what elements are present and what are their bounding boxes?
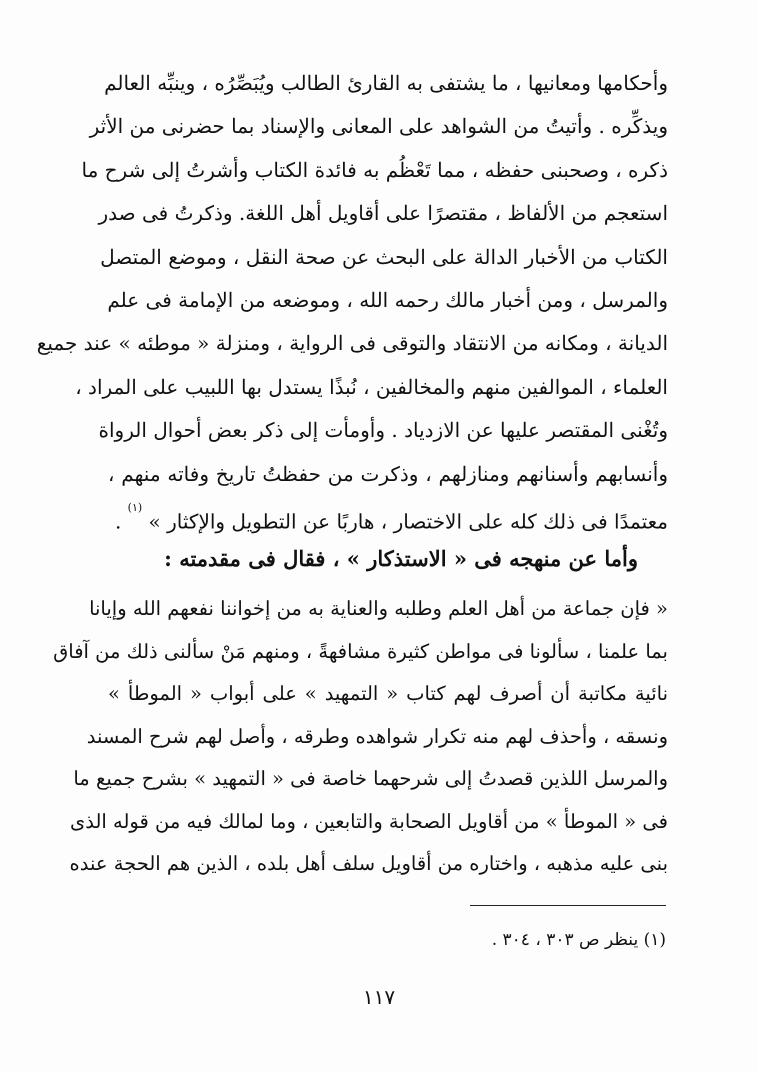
body-paragraph-2 — [53, 588, 668, 886]
body-line: استعجم من الألفاظ ، مقتصرًا على أقاويل أهل اللغة. وذكرتُ فى صدر — [98, 201, 668, 226]
body-line: ونسقه ، وأحذف لهم منه تكرار شواهده وطرقه ، وأصل لهم شرح المسند — [86, 724, 668, 748]
body-line: وتُغْنى المقتصر عليها عن الازدياد . وأومأت إلى ذكر بعض أحوال الرواة — [98, 418, 668, 443]
footnote-reference-marker[interactable]: (١) — [127, 500, 143, 514]
body-line-last — [108, 496, 668, 539]
body-line-text: معتمدًا فى ذلك كله على الاختصار ، هاربًا عن التطويل والإكثار » — [148, 509, 668, 534]
section-heading: وأما عن منهجه فى « الاستذكار » ، فقال فى مقدمته : — [164, 546, 638, 571]
body-line: بما علمنا ، سألونا فى مواطن كثيرة مشافهةً ، ومنهم مَنْ سألنى ذلك من آفاق — [53, 639, 668, 663]
footnote-divider — [470, 905, 666, 906]
body-line: بنى عليه مذهبه ، واختاره من أقاويل سلف أهل بلده ، الذين هم الحجة عنده — [69, 852, 668, 875]
page-number: ١١٧ — [362, 985, 396, 1009]
body-line: والمرسل ، ومن أخبار مالك رحمه الله ، وموضعه من الإمامة فى علم — [107, 287, 668, 312]
body-line: نائية مكاتبة أن أصرف لهم كتاب « التمهيد » على أبواب « الموطأ » — [108, 682, 668, 705]
body-line: ويذكِّره . وأتيتُ من الشواهد على المعانى والإسناد بما حضرنى من الأثر — [89, 114, 668, 139]
closing-period: . — [114, 509, 122, 534]
body-line: وأحكامها ومعانيها ، ما يشتفى به القارئ الطالب ويُبَصِّرُه ، وينبِّه العالم — [104, 71, 668, 95]
body-line: فى « الموطأ » من أقاويل الصحابة والتابعين ، وما لمالك فيه من قوله الذى — [69, 809, 668, 833]
body-line: وأنسابهم وأسنانهم ومنازلهم ، وذكرت من حفظتُ تاريخ وفاته منهم ، — [108, 461, 668, 486]
body-line: والمرسل اللذين قصدتُ إلى شرحهما خاصة فى « التمهيد » بشرح جميع ما — [73, 767, 668, 790]
body-line: الديانة ، ومكانه من الانتقاد والتوقى فى الرواية ، ومنزلة « موطئه » عند جميع — [36, 331, 668, 356]
body-line: « فإن جماعة من أهل العلم وطلبه والعناية به من إخواننا نفعهم الله وإيانا — [89, 597, 668, 620]
body-paragraph-1 — [36, 62, 668, 539]
body-line: الكتاب من الأخبار الدالة على البحث عن صحة النقل ، وموضع المتصل — [100, 244, 668, 269]
footnote: (١) ينظر ص ٣٠٣ ، ٣٠٤ . — [491, 930, 666, 950]
body-line: ذكره ، وصحبنى حفظه ، مما تَعْظُم به فائدة الكتاب وأشرتُ إلى شرح ما — [81, 157, 668, 182]
body-line: العلماء ، الموالفين منهم والمخالفين ، نُبذًا يستدل بها اللبيب على المراد ، — [75, 374, 668, 399]
